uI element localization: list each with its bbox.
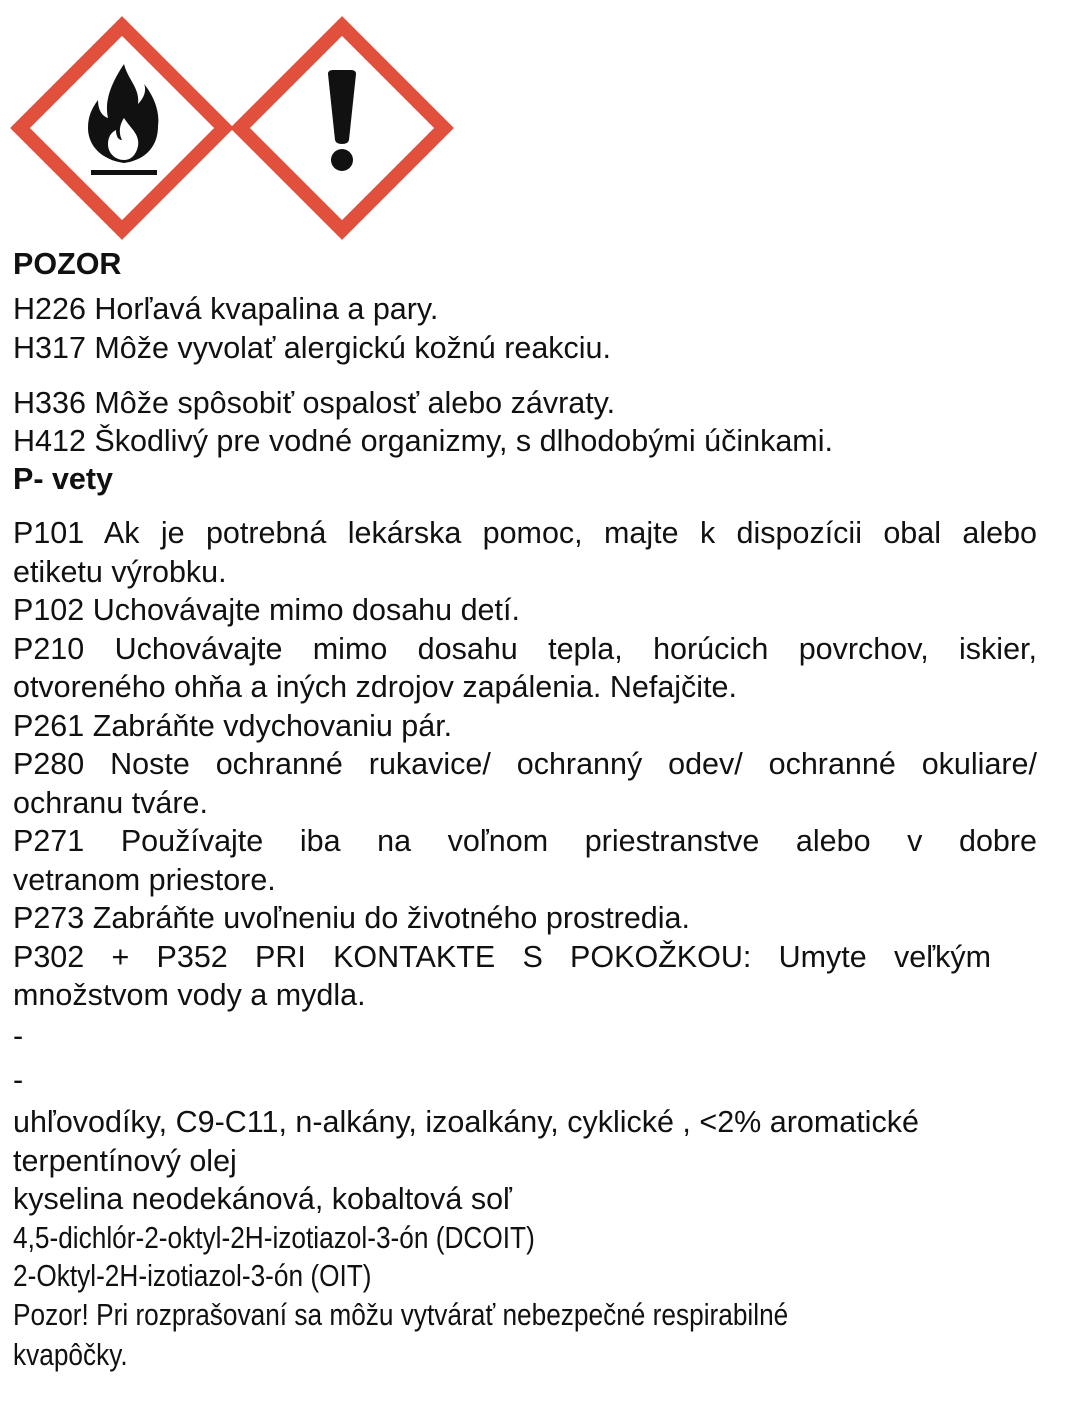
precautionary-statement-cont: etiketu výrobku. bbox=[13, 555, 227, 589]
signal-word: POZOR bbox=[13, 247, 122, 281]
precautionary-statement-cont: množstvom vody a mydla. bbox=[13, 978, 366, 1012]
precautionary-statement: P273 Zabráňte uvoľneniu do životného prostredia. bbox=[13, 901, 690, 935]
hazard-statement: H412 Škodlivý pre vodné organizmy, s dlhodobými účinkami. bbox=[13, 424, 833, 458]
precautionary-statement-cont: otvoreného ohňa a iných zdrojov zapálenia. Nefajčite. bbox=[13, 670, 737, 704]
precautionary-statement: P102 Uchovávajte mimo dosahu detí. bbox=[13, 593, 520, 627]
precautionary-statement: P210 Uchovávajte mimo dosahu tepla, horúcich povrchov, iskier, bbox=[13, 632, 1037, 666]
warning-note: Pozor! Pri rozprašovaní sa môžu vytvárať nebezpečné respirabilné bbox=[13, 1298, 789, 1332]
precautionary-statement-cont: ochranu tváre. bbox=[13, 786, 208, 820]
dash-separator: - bbox=[13, 1063, 24, 1097]
flame-icon bbox=[20, 26, 224, 230]
substance-item: 4,5-dichlór-2-oktyl-2H-izotiazol-3-ón (DCOIT) bbox=[13, 1221, 535, 1255]
substance-item: kyselina neodekánová, kobaltová soľ bbox=[13, 1182, 512, 1216]
hazard-statement: H317 Môže vyvolať alergickú kožnú reakciu. bbox=[13, 331, 611, 365]
ghs-pictograms bbox=[0, 0, 470, 245]
dash-separator: - bbox=[13, 1019, 24, 1053]
precautionary-heading: P- vety bbox=[13, 462, 114, 496]
hazard-statement: H336 Môže spôsobiť ospalosť alebo závraty. bbox=[13, 386, 616, 420]
precautionary-statement: P101 Ak je potrebná lekárska pomoc, majte k dispozícii obal alebo bbox=[13, 516, 1037, 550]
substance-item: uhľovodíky, C9-C11, n-alkány, izoalkány, cyklické , <2% aromatické bbox=[13, 1105, 919, 1139]
hazard-statement: H226 Horľavá kvapalina a pary. bbox=[13, 292, 439, 326]
precautionary-statement: P302 + P352 PRI KONTAKTE S POKOŽKOU: Umyte veľkým bbox=[13, 940, 991, 974]
exclamation-icon bbox=[240, 26, 444, 230]
warning-note-cont: kvapôčky. bbox=[13, 1338, 128, 1372]
precautionary-statement: P261 Zabráňte vdychovaniu pár. bbox=[13, 709, 453, 743]
substance-item: terpentínový olej bbox=[13, 1144, 237, 1178]
precautionary-statement: P280 Noste ochranné rukavice/ ochranný odev/ ochranné okuliare/ bbox=[13, 747, 1037, 781]
precautionary-statement-cont: vetranom priestore. bbox=[13, 863, 276, 897]
precautionary-statement: P271 Používajte iba na voľnom priestranstve alebo v dobre bbox=[13, 824, 1037, 858]
substance-item: 2-Oktyl-2H-izotiazol-3-ón (OIT) bbox=[13, 1259, 372, 1293]
